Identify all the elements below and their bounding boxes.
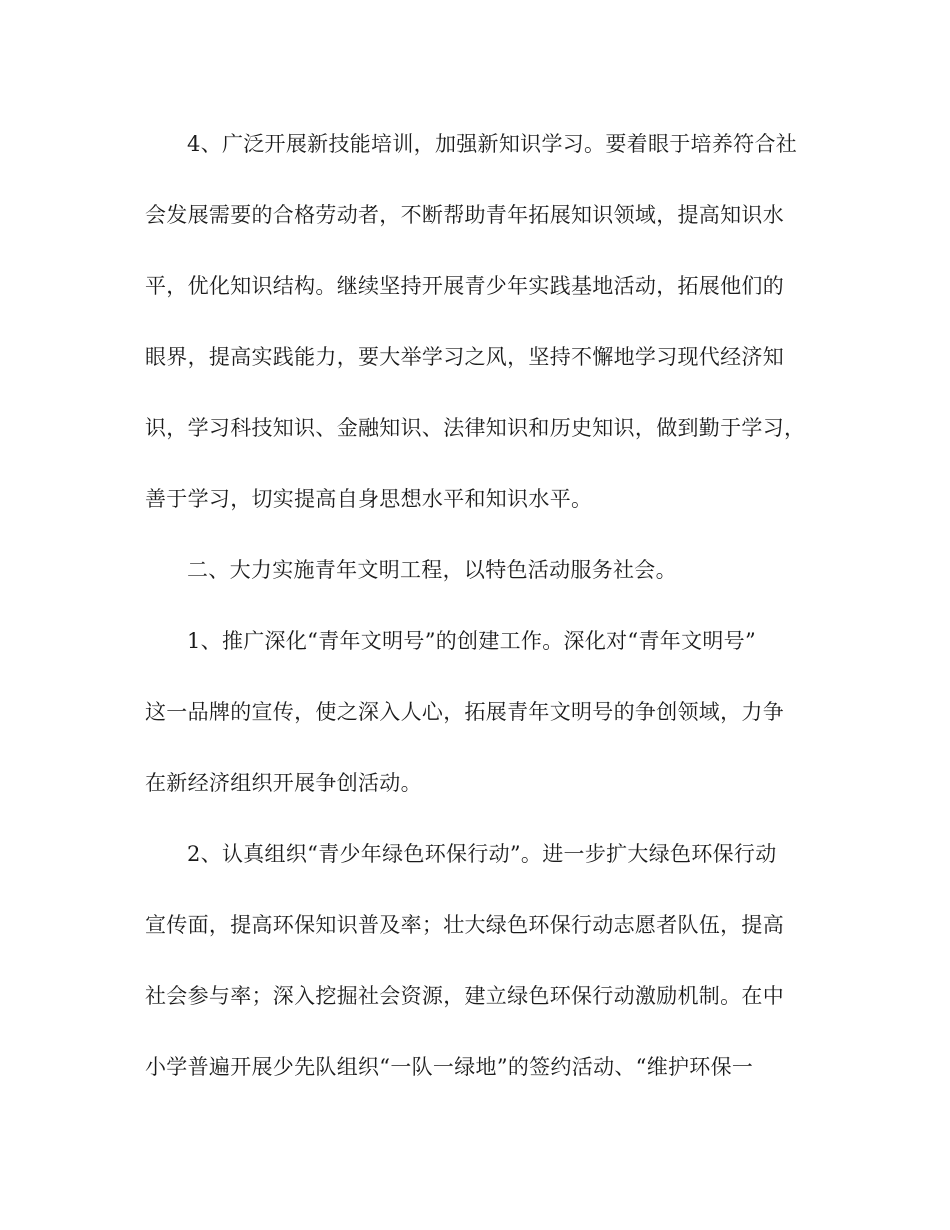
paragraph-2-2-line-3: 社会参与率；深入挖掘社会资源，建立绿色环保行动激励机制。在中 xyxy=(145,984,784,1008)
paragraph-4-line-3: 平，优化知识结构。继续坚持开展青少年实践基地活动，拓展他们的 xyxy=(145,274,784,298)
paragraph-4-line-6: 善于学习，切实提高自身思想水平和知识水平。 xyxy=(145,487,593,511)
paragraph-2-1-line-3: 在新经济组织开展争创活动。 xyxy=(145,771,422,795)
paragraph-2-2-line-1: 2、认真组织“青少年绿色环保行动”。进一步扩大绿色环保行动 xyxy=(187,842,777,866)
section-2-heading: 二、大力实施青年文明工程，以特色活动服务社会。 xyxy=(187,558,677,582)
paragraph-2-2-line-4: 小学普遍开展少先队组织“一队一绿地”的签约活动、“维护环保一 xyxy=(145,1055,754,1079)
paragraph-4-line-2: 会发展需要的合格劳动者，不断帮助青年拓展知识领域，提高知识水 xyxy=(145,203,784,227)
paragraph-2-2-line-2: 宣传面，提高环保知识普及率；壮大绿色环保行动志愿者队伍，提高 xyxy=(145,913,784,937)
paragraph-4-line-5: 识，学习科技知识、金融知识、法律知识和历史知识，做到勤于学习， xyxy=(145,416,806,440)
paragraph-4-line-4: 眼界，提高实践能力，要大举学习之风，坚持不懈地学习现代经济知 xyxy=(145,345,784,369)
paragraph-2-1-line-2: 这一品牌的宣传，使之深入人心，拓展青年文明号的争创领域，力争 xyxy=(145,700,784,724)
paragraph-2-1-line-1: 1、推广深化“青年文明号”的创建工作。深化对“青年文明号” xyxy=(187,629,757,653)
paragraph-4-line-1: 4、广泛开展新技能培训，加强新知识学习。要着眼于培养符合社 xyxy=(187,132,798,156)
